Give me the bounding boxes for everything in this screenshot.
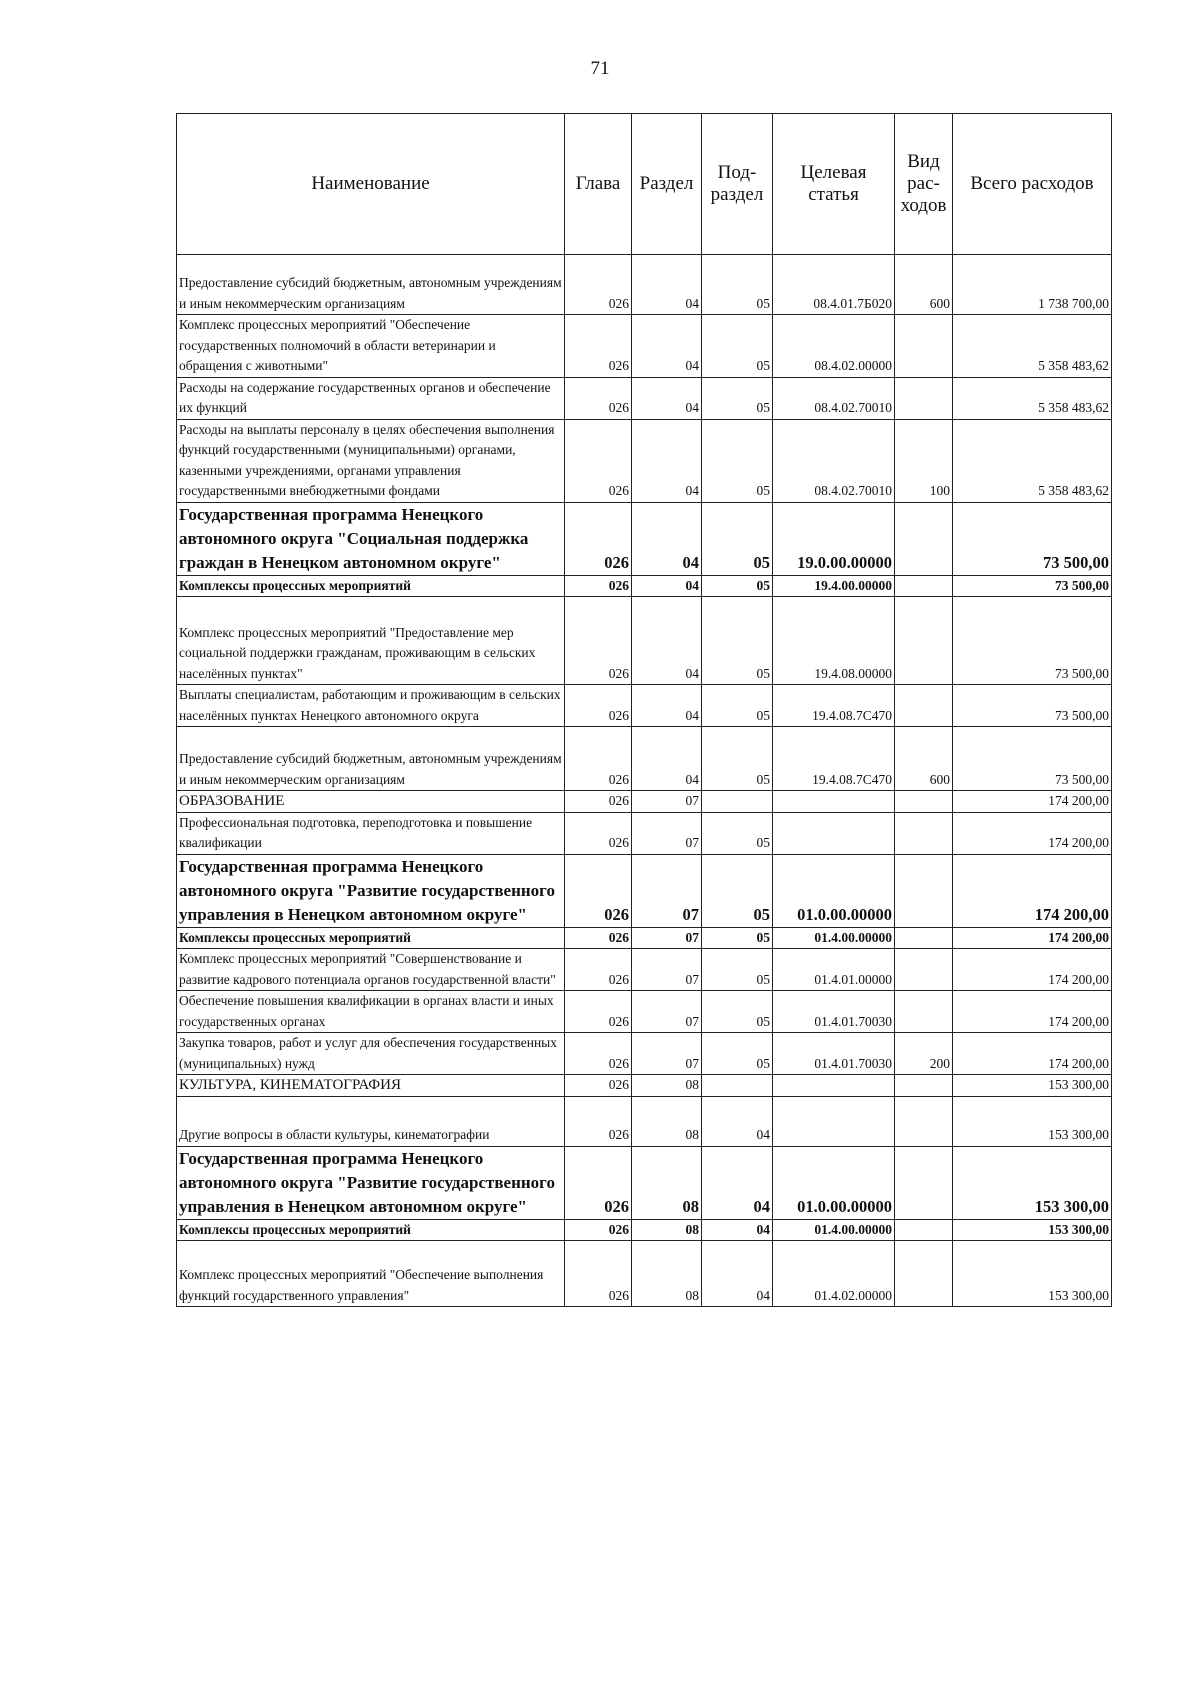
row-vid	[895, 597, 953, 685]
row-razdel: 08	[632, 1219, 702, 1241]
row-vid: 600	[895, 255, 953, 315]
row-total: 153 300,00	[953, 1219, 1112, 1241]
row-podrazdel: 05	[702, 575, 773, 597]
row-celevaya	[773, 1096, 895, 1146]
row-total: 73 500,00	[953, 575, 1112, 597]
row-vid	[895, 1219, 953, 1241]
row-glava: 026	[565, 927, 632, 949]
row-podrazdel: 04	[702, 1241, 773, 1307]
row-name: Профессиональная подготовка, переподготовка и повышение квалификации	[177, 812, 565, 854]
header-row	[177, 114, 1112, 255]
row-podrazdel: 05	[702, 502, 773, 575]
row-name: Расходы на выплаты персоналу в целях обеспечения выполнения функций государственными (муниципальными) органами, казенными учреждениями, органами управления государственными внебюджетными фондами	[177, 419, 565, 502]
header-razdel: Раздел	[632, 114, 702, 255]
row-celevaya: 01.4.02.00000	[773, 1241, 895, 1307]
row-celevaya: 19.4.08.00000	[773, 597, 895, 685]
row-glava: 026	[565, 419, 632, 502]
budget-table	[176, 113, 1112, 1307]
row-podrazdel: 05	[702, 685, 773, 727]
row-glava: 026	[565, 1219, 632, 1241]
table-row	[177, 419, 1112, 502]
row-glava: 026	[565, 315, 632, 378]
header-name: Наименование	[177, 114, 565, 255]
table-row	[177, 1241, 1112, 1307]
row-razdel: 07	[632, 812, 702, 854]
row-name: Другие вопросы в области культуры, кинематографии	[177, 1096, 565, 1146]
row-name: Обеспечение повышения квалификации в органах власти и иных государственных органах	[177, 991, 565, 1033]
row-name: Предоставление субсидий бюджетным, автономным учреждениям и иным некоммерческим организациям	[177, 727, 565, 791]
row-celevaya	[773, 1075, 895, 1097]
row-name: Комплекс процессных мероприятий "Обеспечение выполнения функций государственного управления"	[177, 1241, 565, 1307]
row-vid	[895, 991, 953, 1033]
row-name: Расходы на содержание государственных органов и обеспечение их функций	[177, 377, 565, 419]
table-row	[177, 991, 1112, 1033]
row-vid	[895, 949, 953, 991]
row-razdel: 07	[632, 991, 702, 1033]
row-podrazdel: 05	[702, 315, 773, 378]
row-celevaya: 01.4.01.70030	[773, 1033, 895, 1075]
row-vid	[895, 927, 953, 949]
row-name: Комплексы процессных мероприятий	[177, 927, 565, 949]
table-row	[177, 812, 1112, 854]
row-vid: 100	[895, 419, 953, 502]
table-row-complex	[177, 1219, 1112, 1241]
row-razdel: 08	[632, 1075, 702, 1097]
row-podrazdel: 05	[702, 927, 773, 949]
row-total: 5 358 483,62	[953, 377, 1112, 419]
row-podrazdel: 05	[702, 949, 773, 991]
table-row	[177, 949, 1112, 991]
row-glava: 026	[565, 1146, 632, 1219]
row-total: 174 200,00	[953, 991, 1112, 1033]
table-row-section	[177, 791, 1112, 813]
page-number: 71	[590, 58, 610, 79]
row-razdel: 04	[632, 597, 702, 685]
table-row-complex	[177, 575, 1112, 597]
row-glava: 026	[565, 1241, 632, 1307]
row-razdel: 08	[632, 1096, 702, 1146]
row-vid	[895, 1075, 953, 1097]
row-vid: 600	[895, 727, 953, 791]
row-total: 73 500,00	[953, 685, 1112, 727]
row-vid	[895, 812, 953, 854]
row-razdel: 07	[632, 791, 702, 813]
row-total: 153 300,00	[953, 1146, 1112, 1219]
row-total: 174 200,00	[953, 791, 1112, 813]
row-razdel: 04	[632, 419, 702, 502]
row-celevaya: 01.4.00.00000	[773, 927, 895, 949]
row-glava: 026	[565, 854, 632, 927]
row-total: 174 200,00	[953, 927, 1112, 949]
row-celevaya: 08.4.02.00000	[773, 315, 895, 378]
table-row	[177, 1096, 1112, 1146]
row-total: 5 358 483,62	[953, 419, 1112, 502]
row-name: Комплексы процессных мероприятий	[177, 575, 565, 597]
row-razdel: 04	[632, 727, 702, 791]
row-glava: 026	[565, 597, 632, 685]
row-name: Комплекс процессных мероприятий "Совершенствование и развитие кадрового потенциала органов государственной власти"	[177, 949, 565, 991]
row-podrazdel: 05	[702, 419, 773, 502]
row-total: 73 500,00	[953, 727, 1112, 791]
row-vid	[895, 502, 953, 575]
row-podrazdel	[702, 791, 773, 813]
row-total: 5 358 483,62	[953, 315, 1112, 378]
row-podrazdel: 05	[702, 377, 773, 419]
row-glava: 026	[565, 502, 632, 575]
table-row	[177, 727, 1112, 791]
row-razdel: 07	[632, 927, 702, 949]
row-vid	[895, 685, 953, 727]
row-name: Предоставление субсидий бюджетным, автономным учреждениям и иным некоммерческим организациям	[177, 255, 565, 315]
table-row-section	[177, 1075, 1112, 1097]
row-vid	[895, 315, 953, 378]
row-glava: 026	[565, 685, 632, 727]
header-total: Всего расходов	[953, 114, 1112, 255]
row-vid	[895, 1146, 953, 1219]
row-total: 174 200,00	[953, 812, 1112, 854]
row-glava: 026	[565, 727, 632, 791]
row-total: 73 500,00	[953, 597, 1112, 685]
row-razdel: 07	[632, 949, 702, 991]
row-celevaya: 01.0.00.00000	[773, 854, 895, 927]
row-podrazdel: 05	[702, 255, 773, 315]
row-celevaya: 08.4.02.70010	[773, 377, 895, 419]
row-podrazdel: 04	[702, 1219, 773, 1241]
row-glava: 026	[565, 575, 632, 597]
row-podrazdel: 05	[702, 597, 773, 685]
row-celevaya	[773, 812, 895, 854]
row-name: Государственная программа Ненецкого автономного округа "Развитие государственного управления в Ненецком автономном округе"	[177, 1146, 565, 1219]
row-total: 174 200,00	[953, 854, 1112, 927]
row-vid	[895, 377, 953, 419]
table-row	[177, 597, 1112, 685]
row-glava: 026	[565, 791, 632, 813]
row-total: 1 738 700,00	[953, 255, 1112, 315]
table-row	[177, 255, 1112, 315]
row-podrazdel: 05	[702, 854, 773, 927]
row-total: 153 300,00	[953, 1096, 1112, 1146]
row-name: Государственная программа Ненецкого автономного округа "Социальная поддержка граждан в Ненецком автономном округе"	[177, 502, 565, 575]
row-razdel: 04	[632, 255, 702, 315]
header-podrazdel: Под- раздел	[702, 114, 773, 255]
row-celevaya: 19.4.08.7С470	[773, 727, 895, 791]
row-celevaya: 19.4.08.7С470	[773, 685, 895, 727]
row-podrazdel: 04	[702, 1096, 773, 1146]
row-total: 153 300,00	[953, 1075, 1112, 1097]
row-glava: 026	[565, 812, 632, 854]
row-glava: 026	[565, 991, 632, 1033]
row-name: Государственная программа Ненецкого автономного округа "Развитие государственного управления в Ненецком автономном округе"	[177, 854, 565, 927]
row-celevaya: 19.0.00.00000	[773, 502, 895, 575]
header-vid: Вид рас- ходов	[895, 114, 953, 255]
table-row-program	[177, 502, 1112, 575]
row-glava: 026	[565, 1075, 632, 1097]
row-podrazdel: 05	[702, 812, 773, 854]
row-vid: 200	[895, 1033, 953, 1075]
row-glava: 026	[565, 255, 632, 315]
row-name: Комплекс процессных мероприятий "Обеспечение государственных полномочий в области ветеринарии и обращения с животными"	[177, 315, 565, 378]
row-podrazdel: 05	[702, 727, 773, 791]
table-row-complex	[177, 927, 1112, 949]
row-celevaya: 01.0.00.00000	[773, 1146, 895, 1219]
table-row	[177, 1033, 1112, 1075]
row-total: 153 300,00	[953, 1241, 1112, 1307]
table-row	[177, 377, 1112, 419]
row-name: Комплексы процессных мероприятий	[177, 1219, 565, 1241]
row-razdel: 04	[632, 377, 702, 419]
row-razdel: 07	[632, 854, 702, 927]
row-name: Комплекс процессных мероприятий "Предоставление мер социальной поддержки гражданам, проживающим в сельских населённых пунктах"	[177, 597, 565, 685]
row-vid	[895, 1096, 953, 1146]
table-row-program	[177, 854, 1112, 927]
row-name: КУЛЬТУРА, КИНЕМАТОГРАФИЯ	[177, 1075, 565, 1097]
row-razdel: 08	[632, 1146, 702, 1219]
row-razdel: 04	[632, 315, 702, 378]
row-glava: 026	[565, 949, 632, 991]
row-glava: 026	[565, 377, 632, 419]
row-vid	[895, 854, 953, 927]
row-total: 174 200,00	[953, 1033, 1112, 1075]
row-name: Выплаты специалистам, работающим и проживающим в сельских населённых пунктах Ненецкого автономного округа	[177, 685, 565, 727]
table-row	[177, 685, 1112, 727]
row-podrazdel: 05	[702, 991, 773, 1033]
row-celevaya: 01.4.01.70030	[773, 991, 895, 1033]
row-vid	[895, 1241, 953, 1307]
row-glava: 026	[565, 1033, 632, 1075]
row-celevaya: 01.4.00.00000	[773, 1219, 895, 1241]
row-podrazdel	[702, 1075, 773, 1097]
row-podrazdel: 05	[702, 1033, 773, 1075]
row-celevaya	[773, 791, 895, 813]
row-razdel: 07	[632, 1033, 702, 1075]
row-razdel: 08	[632, 1241, 702, 1307]
row-podrazdel: 04	[702, 1146, 773, 1219]
row-vid	[895, 791, 953, 813]
row-razdel: 04	[632, 685, 702, 727]
row-celevaya: 08.4.01.7Б020	[773, 255, 895, 315]
row-vid	[895, 575, 953, 597]
header-celevaya: Целевая статья	[773, 114, 895, 255]
row-razdel: 04	[632, 502, 702, 575]
table-row	[177, 315, 1112, 378]
row-name: ОБРАЗОВАНИЕ	[177, 791, 565, 813]
row-razdel: 04	[632, 575, 702, 597]
row-celevaya: 19.4.00.00000	[773, 575, 895, 597]
table-row-program	[177, 1146, 1112, 1219]
row-name: Закупка товаров, работ и услуг для обеспечения государственных (муниципальных) нужд	[177, 1033, 565, 1075]
row-total: 174 200,00	[953, 949, 1112, 991]
row-total: 73 500,00	[953, 502, 1112, 575]
row-celevaya: 01.4.01.00000	[773, 949, 895, 991]
row-glava: 026	[565, 1096, 632, 1146]
header-glava: Глава	[565, 114, 632, 255]
row-celevaya: 08.4.02.70010	[773, 419, 895, 502]
